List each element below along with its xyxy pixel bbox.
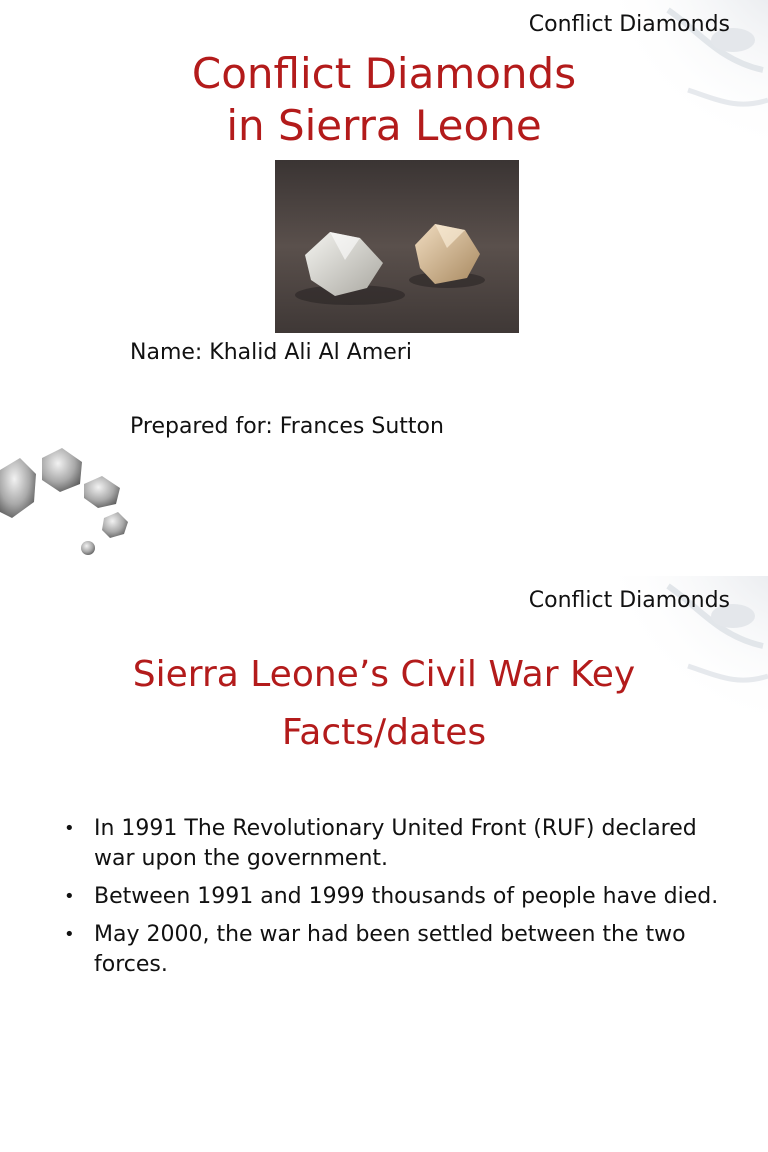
slide-title [0, 646, 768, 762]
bullet-item: • Between 1991 and 1999 thousands of people have died. [60, 882, 720, 912]
slide-2 [0, 576, 768, 1152]
title-line-1: Sierra Leone’s Civil War Key [132, 654, 636, 695]
author-name: Name: Khalid Ali Al Ameri [130, 340, 412, 365]
slide-header: Conflict Diamonds [528, 588, 730, 613]
slide-header: Conflict Diamonds [528, 12, 730, 37]
bullet-item: • In 1991 The Revolutionary United Front (RUF) declared war upon the government. [64, 816, 697, 871]
bullet-icon: • [64, 886, 75, 907]
title-line-2: Facts/dates [281, 712, 487, 753]
title-line-2: in Sierra Leone [226, 101, 542, 150]
bullet-icon: • [64, 818, 75, 839]
diamonds-decoration-icon [0, 440, 150, 570]
rough-diamonds-photo [275, 160, 519, 333]
prepared-for: Prepared for: Frances Sutton [130, 414, 444, 439]
bullet-item: • May 2000, the war had been settled between the two forces. [64, 922, 686, 977]
bullet-icon: • [64, 924, 75, 945]
bullet-list [60, 814, 720, 988]
slide-title [0, 48, 768, 152]
title-line-1: Conflict Diamonds [191, 49, 577, 98]
